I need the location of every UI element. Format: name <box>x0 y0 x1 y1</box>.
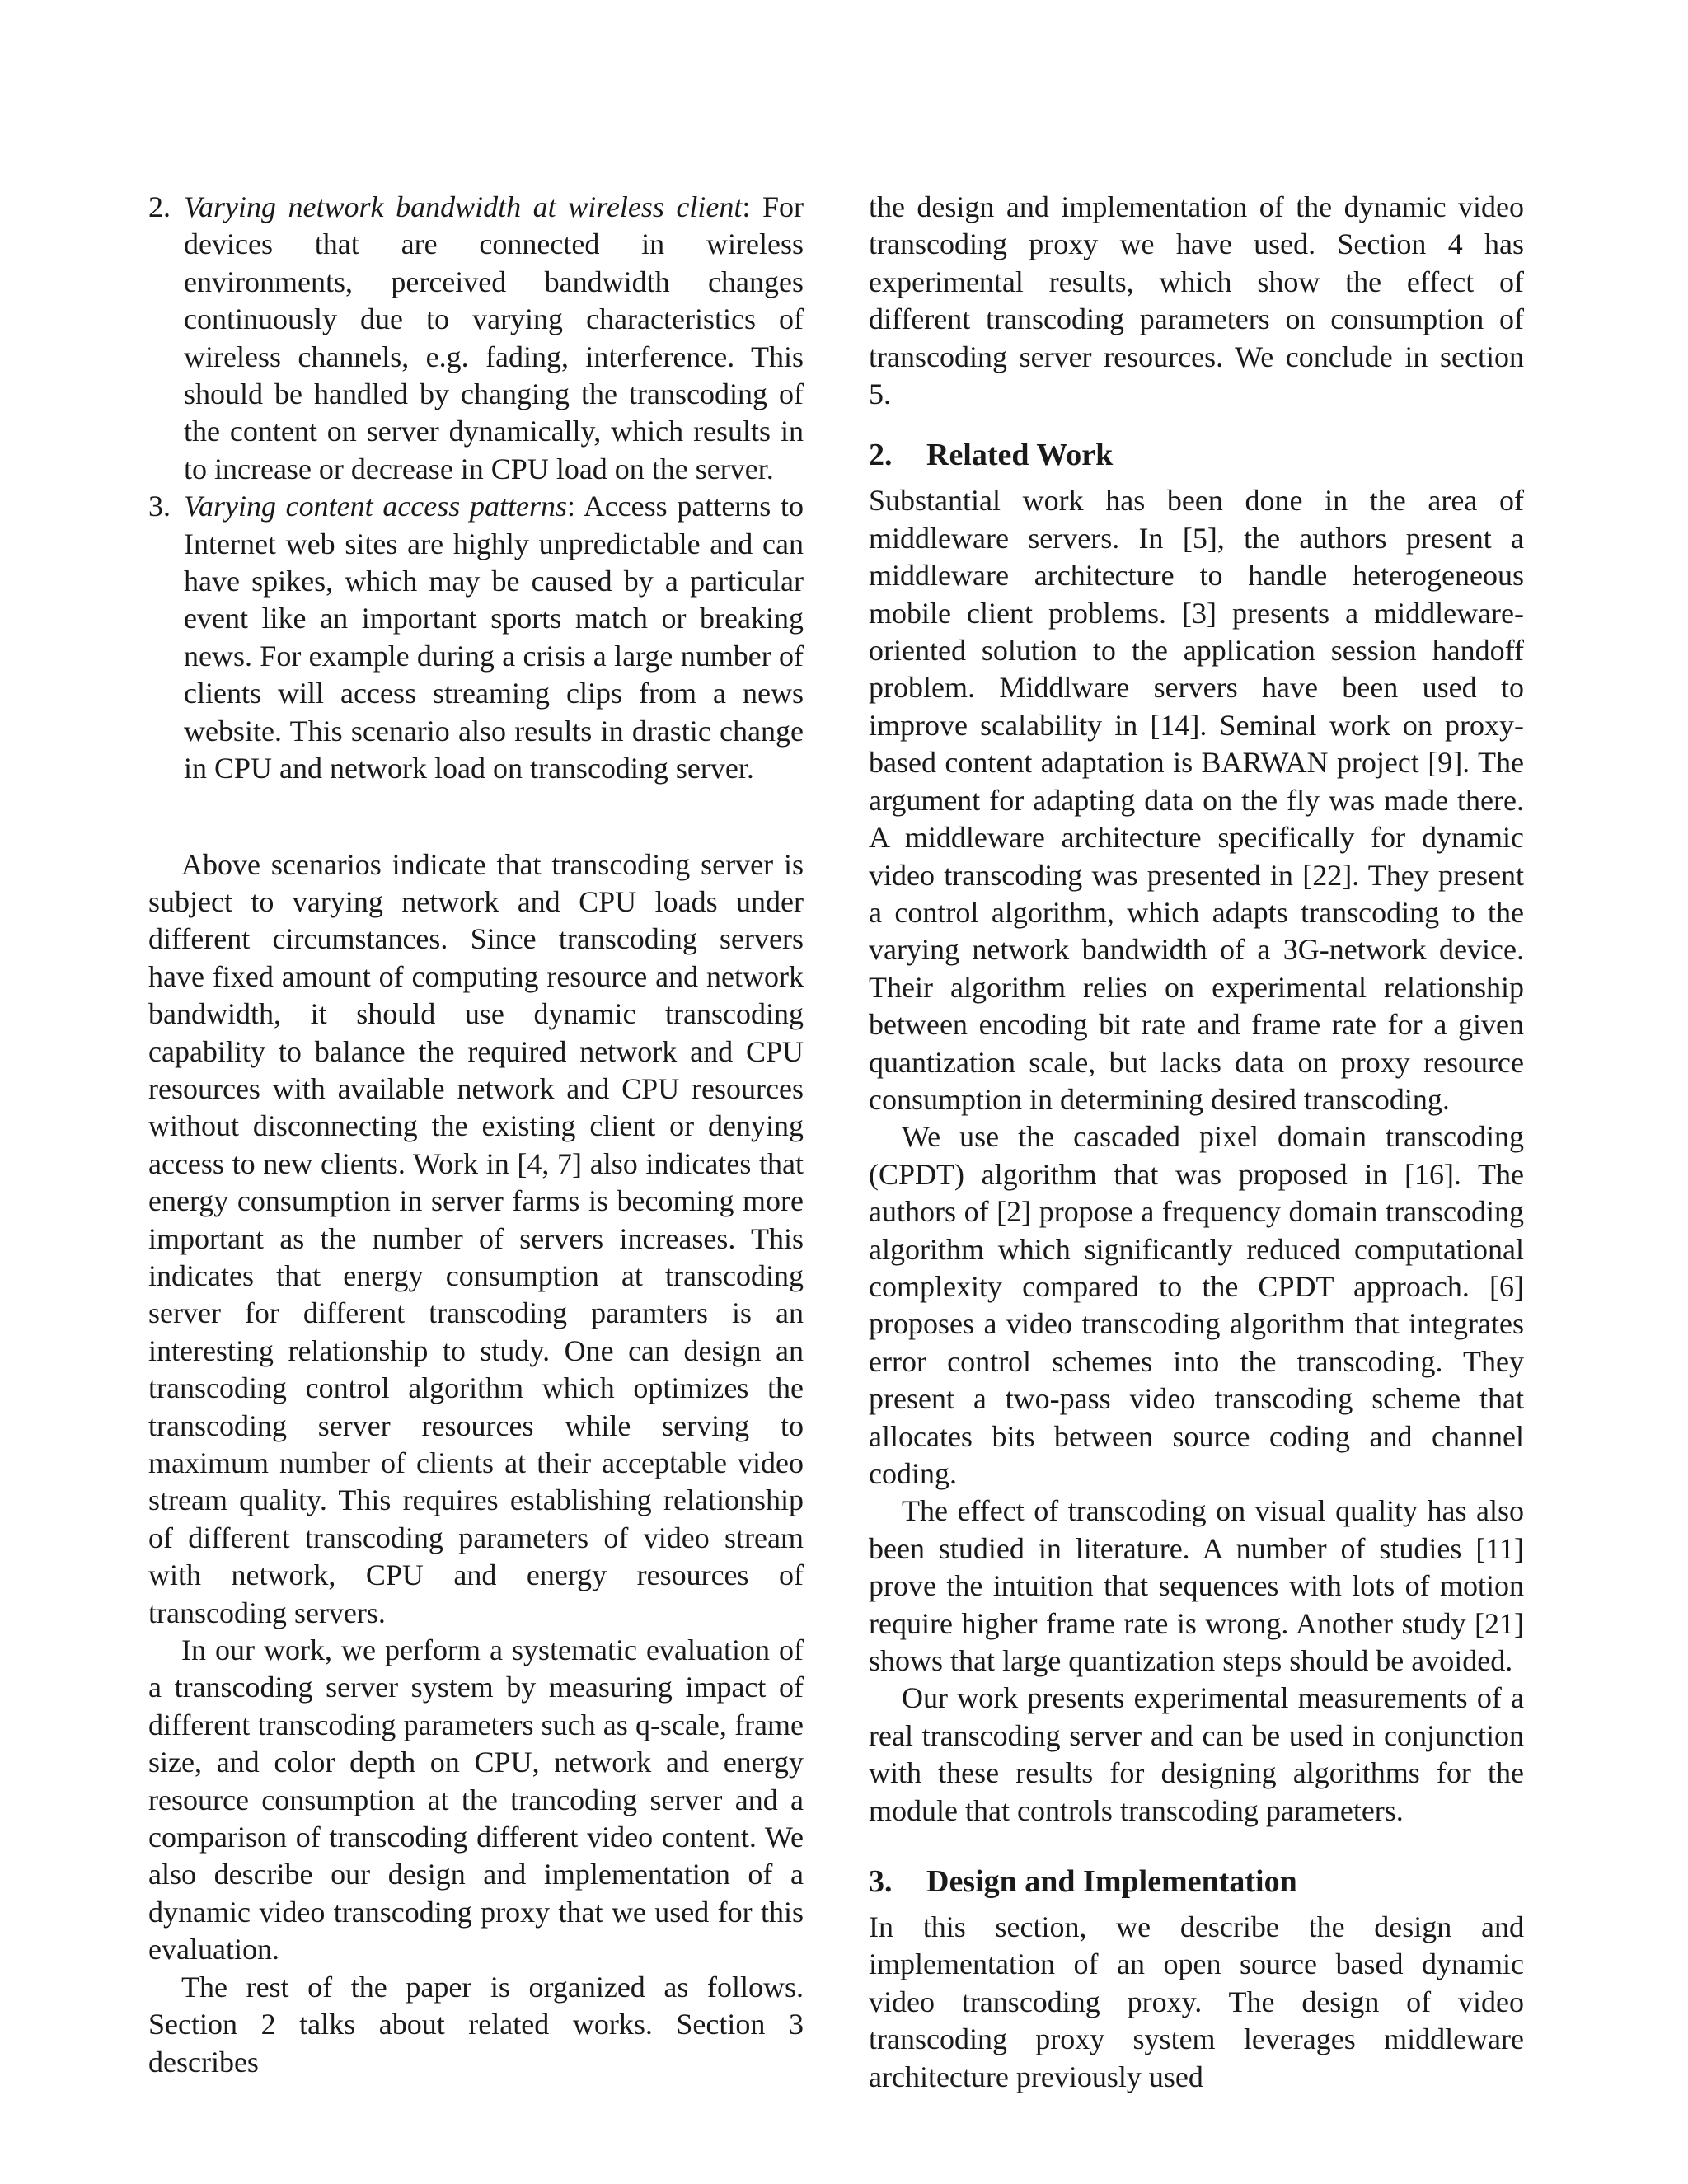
left-column <box>148 189 804 2081</box>
body-paragraph: We use the cascaded pixel domain transcoding (CPDT) algorithm that was proposed in [16]. The authors of [2] propose a frequency domain transcoding algorithm which significantly reduced computational complexity compared to the CPDT approach. [6] proposes a video transcoding algorithm that integrates error control schemes into the transcoding. They present a two-pass video transcoding scheme that allocates bits between source coding and channel coding. <box>869 1120 1524 1490</box>
body-paragraph: Above scenarios indicate that transcoding server is subject to varying network and CPU loads under different circumstances. Since transcoding servers have fixed amount of computing resource and network bandwidth, it should use dynamic transcoding capability to balance the required network and CPU resources with available network and CPU resources without disconnecting the existing client or denying access to new clients. Work in [4, 7] also indicates that energy consumption in server farms is becoming more important as the number of servers increases. This indicates that energy consumption at transcoding server for different transcoding paramters is an interesting relationship to study. One can design an transcoding control algorithm which optimizes the transcoding server resources while serving to maximum number of clients at their acceptable video stream quality. This requires establishing relationship of different transcoding parameters of video stream with network, CPU and energy resources of transcoding servers. <box>148 847 804 1629</box>
list-item-term: Varying content access patterns <box>184 490 567 523</box>
scenario-list <box>148 189 804 788</box>
list-item-text: : Access patterns to Internet web sites are highly unpredictable and can have spikes, which may be caused by a particular event like an important sports match or breaking news. For example during a crisis a large number of clients will access streaming clips from a news website. This scenario also results in drastic change in CPU and network load on transcoding server. <box>184 490 804 785</box>
list-item-text: : For devices that are connected in wireless environments, perceived bandwidth changes continuously due to varying characteristics of wireless channels, e.g. fading, interference. This should be handled by changing the transcoding of the content on server dynamically, which results in to increase or decrease in CPU load on the server. <box>184 190 804 485</box>
section-number: 2. <box>869 438 893 473</box>
body-paragraph: Our work presents experimental measurements of a real transcoding server and can be used in conjunction with these results for designing algorithms for the module that controls transcoding parameters. <box>869 1681 1524 1827</box>
list-item-number: 3. <box>148 490 171 523</box>
body-paragraph: The rest of the paper is organized as follows. Section 2 talks about related works. Section 3 describes <box>148 1970 804 2079</box>
section-heading-related-work <box>869 436 1524 474</box>
body-paragraph: Substantial work has been done in the area of middleware servers. In [5], the authors present a middleware architecture to handle heterogeneous mobile client problems. [3] presents a middleware-oriented solution to the application session handoff problem. Middlware servers have been used to improve scalability in [14]. Seminal work on proxy-based content adaptation is BARWAN project [9]. The argument for adapting data on the fly was made there. A middleware architecture specifically for dynamic video transcoding was presented in [22]. They present a control algorithm, which adapts transcoding to the varying network bandwidth of a 3G-network device. Their algorithm relies on experimental relationship between encoding bit rate and frame rate for a given quantization scale, but lacks data on proxy resource consumption in determining desired transcoding. <box>869 484 1524 1116</box>
section-number: 3. <box>869 1864 893 1900</box>
intro-continuation: the design and implementation of the dynamic video transcoding proxy we have used. Section 4 has experimental results, which show the effect of different transcoding parameters on consumption of transcoding server resources. We conclude in section 5. <box>869 190 1524 411</box>
body-paragraph: The effect of transcoding on visual quality has also been studied in literature. A number of studies [11] prove the intuition that sequences with lots of motion require higher frame rate is wrong. Another study [21] shows that large quantization steps should be avoided. <box>869 1494 1524 1678</box>
body-paragraph: In our work, we perform a systematic evaluation of a transcoding server system by measuring impact of different transcoding parameters such as q-scale, frame size, and color depth on CPU, network and energy resource consumption at the trancoding server and a comparison of transcoding different video content. We also describe our design and implementation of a dynamic video transcoding proxy that we used for this evaluation. <box>148 1633 804 1966</box>
list-item-number: 2. <box>148 190 171 223</box>
right-column <box>869 189 1524 2096</box>
section-title: Related Work <box>926 438 1114 473</box>
section-title: Design and Implementation <box>926 1864 1297 1900</box>
list-item-term: Varying network bandwidth at wireless client <box>184 190 743 223</box>
body-paragraph: In this section, we describe the design and implementation of an open source based dynamic video transcoding proxy. The design of video transcoding proxy system leverages middleware architecture previously used <box>869 1910 1524 2093</box>
section-heading-design-implementation <box>869 1863 1524 1900</box>
list-item <box>148 488 804 787</box>
list-item <box>148 189 804 488</box>
